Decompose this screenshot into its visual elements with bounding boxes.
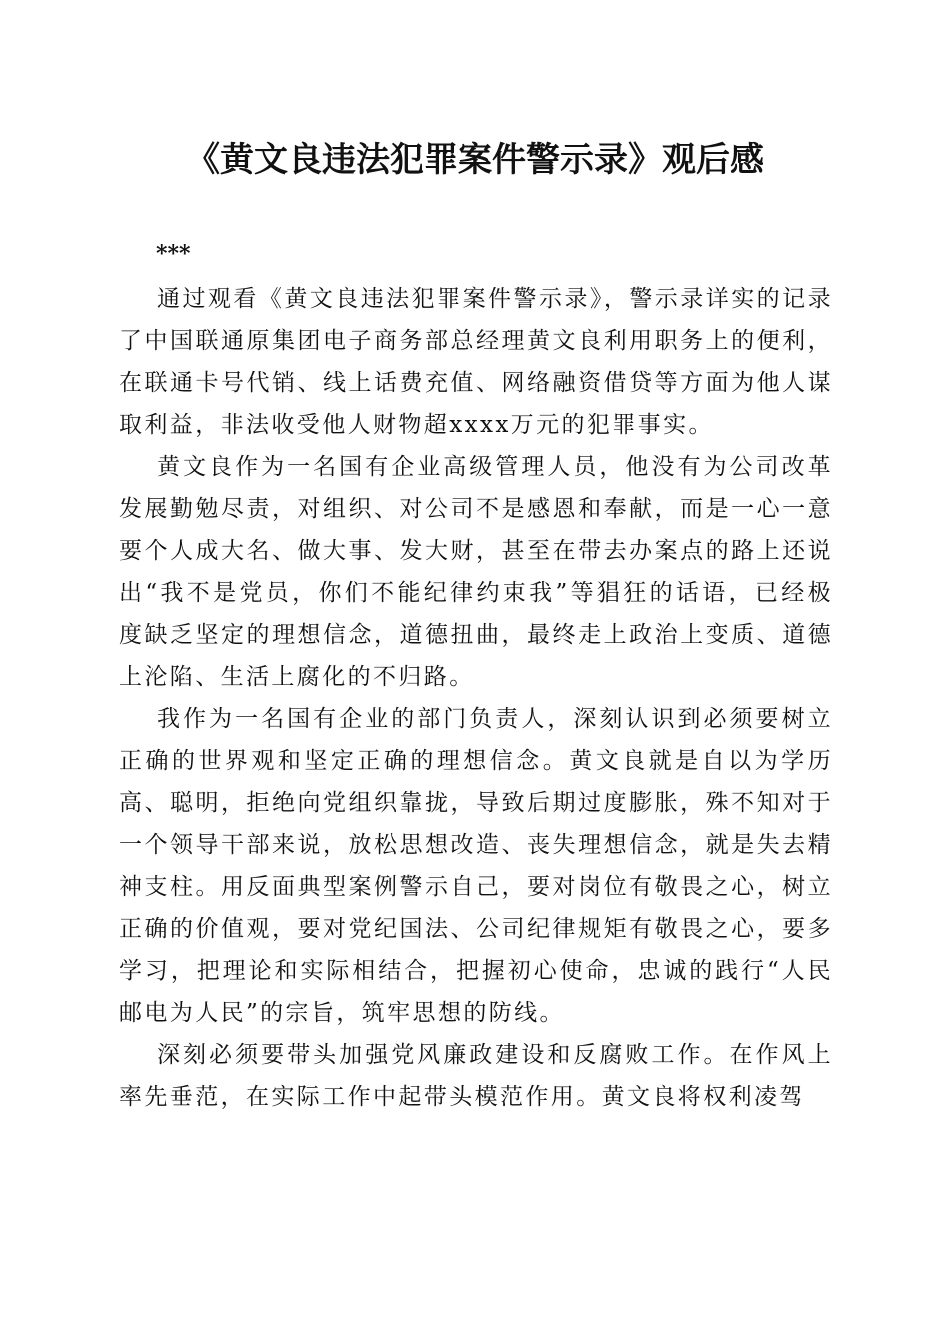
paragraph-3: 我作为一名国有企业的部门负责人，深刻认识到必须要树立正确的世界观和坚定正确的理想信念。黄文良就是自以为学历高、聪明，拒绝向党组织靠拢，导致后期过度膨胀，殊不知对于一个领导干部来说，放松思想改造、丧失理想信念，就是失去精神支柱。用反面典型案例警示自己，要对岗位有敬畏之心，树立正确的价值观，要对党纪国法、公司纪律规矩有敬畏之心，要多学习，把理论和实际相结合，把握初心使命，忠诚的践行“人民邮电为人民”的宗旨，筑牢思想的防线。 bbox=[119, 706, 833, 1026]
document-title: 《黄文良违法犯罪案件警示录》观后感 bbox=[186, 140, 764, 180]
document-body bbox=[119, 278, 833, 1118]
paragraph-1: 通过观看《黄文良违法犯罪案件警示录》，警示录详实的记录了中国联通原集团电子商务部总经理黄文良利用职务上的便利，在联通卡号代销、线上话费充值、网络融资借贷等方面为他人谋取利益，非法收受他人财物超xxxx万元的犯罪事实。 bbox=[119, 286, 833, 438]
paragraph-2: 黄文良作为一名国有企业高级管理人员，他没有为公司改革发展勤勉尽责，对组织、对公司不是感恩和奉献，而是一心一意要个人成大名、做大事、发大财，甚至在带去办案点的路上还说出“我不是党员，你们不能纪律约束我”等猖狂的话语，已经极度缺乏坚定的理想信念，道德扭曲，最终走上政治上变质、道德上沦陷、生活上腐化的不归路。 bbox=[119, 454, 833, 690]
paragraph-4: 深刻必须要带头加强党风廉政建设和反腐败工作。在作风上率先垂范，在实际工作中起带头模范作用。黄文良将权利凌驾 bbox=[119, 1042, 833, 1110]
author-line: *** bbox=[156, 241, 191, 267]
